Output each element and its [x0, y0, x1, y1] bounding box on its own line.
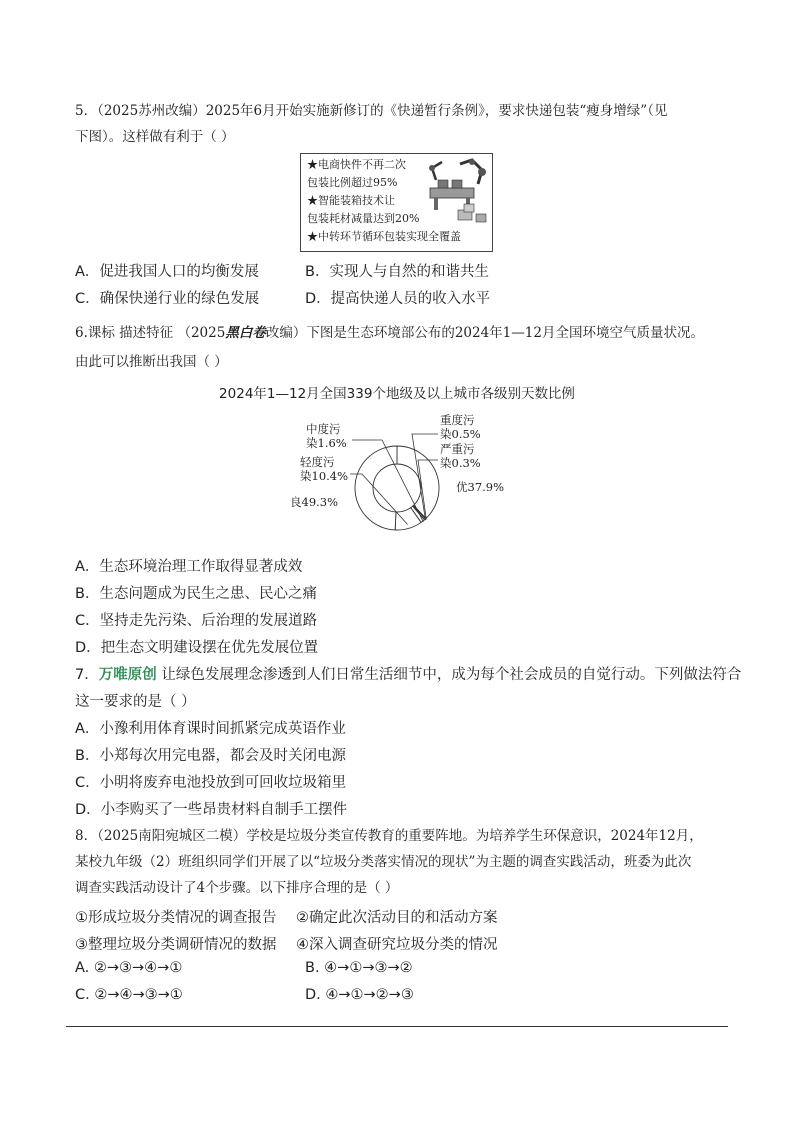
- q8-option-b[interactable]: B. ④→①→③→②: [305, 960, 413, 976]
- data-label-严重污染-0: 严重污: [440, 442, 475, 456]
- q7-option-c[interactable]: C．小明将废弃电池投放到可回收垃圾箱里: [75, 775, 347, 791]
- q6-brand: 黑白卷: [225, 325, 266, 341]
- image-text-2: 包装比例超过95%: [307, 176, 398, 189]
- data-label-轻度污染-0: 轻度污: [300, 455, 335, 469]
- image-text-3: ★智能装箱技术让: [307, 194, 395, 207]
- q7-option-b[interactable]: B．小郑每次用完电器，都会及时关闭电源: [75, 748, 346, 764]
- q7-stem-text: 让绿色发展理念渗透到人们日常生活细节中，成为每个社会成员的自觉行动。下列做法符合: [156, 667, 742, 683]
- q7-tag: 万唯原创: [98, 667, 157, 683]
- q5-stem-line2: 下图）。这样做有利于（ ）: [75, 129, 235, 145]
- image-text-1: ★电商快件不再二次: [307, 158, 406, 171]
- q5-option-c[interactable]: C．确保快递行业的绿色发展: [75, 291, 260, 307]
- data-label-中度污染-1: 染1.6%: [306, 436, 347, 450]
- q7-option-a[interactable]: A．小豫利用体育课时间抓紧完成英语作业: [75, 721, 346, 737]
- q6-stem-rest: 改编）下图是生态环境部公布的2024年1—12月全国环境空气质量状况。: [265, 325, 704, 341]
- q5-option-b[interactable]: B．实现人与自然的和谐共生: [305, 264, 489, 280]
- data-label-优-0: 优37.9%: [456, 480, 505, 494]
- q7-option-d[interactable]: D．小李购买了一些昂贵材料自制手工摆件: [75, 802, 348, 818]
- footer-rule: [66, 1026, 728, 1027]
- q6-stem-line1: [75, 324, 704, 342]
- q8-step-1: ①形成垃圾分类情况的调查报告: [75, 910, 277, 926]
- q8-option-d[interactable]: D. ④→①→②→③: [305, 987, 414, 1003]
- q5-option-a[interactable]: A．促进我国人口的均衡发展: [75, 264, 259, 280]
- air-quality-donut-chart: [0, 408, 794, 548]
- data-label-良-0: 良49.3%: [290, 495, 339, 509]
- image-text-4: 包装耗材减量达到20%: [307, 212, 420, 225]
- express-packaging-image: [300, 153, 493, 252]
- q8-stem-line2: 某校九年级（2）班组织同学们开展了以“垃圾分类落实情况的现状”为主题的调查实践活动，班委为此次: [75, 854, 692, 870]
- data-label-重度污染-1: 染0.5%: [440, 427, 481, 441]
- q8-step-2: ②确定此次活动目的和活动方案: [296, 910, 498, 926]
- q6-stem-line2: 由此可以推断出我国（ ）: [75, 354, 228, 370]
- q5-option-d[interactable]: D．提高快递人员的收入水平: [305, 291, 491, 307]
- chart-title: 2024年1—12月全国339个地级及以上城市各级别天数比例: [219, 386, 575, 402]
- q6-option-c[interactable]: C．坚持走先污染、后治理的发展道路: [75, 613, 318, 629]
- data-label-轻度污染-1: 染10.4%: [300, 469, 349, 483]
- packaging-robot-illustration: [420, 158, 490, 230]
- q6-option-d[interactable]: D．把生态文明建设摆在优先发展位置: [75, 640, 319, 656]
- q6-option-a[interactable]: A．生态环境治理工作取得显著成效: [75, 559, 303, 575]
- q5-stem-line1: 5．（2025苏州改编）2025年6月开始实施新修订的《快递暂行条例》，要求快递包装“瘦身增绿”（见: [75, 103, 668, 119]
- q8-step-3: ③整理垃圾分类调研情况的数据: [75, 937, 277, 953]
- q8-stem-line3: 调查实践活动设计了4个步骤。以下排序合理的是（ ）: [75, 880, 399, 896]
- q8-option-a[interactable]: A. ②→③→④→①: [75, 960, 183, 976]
- q8-step-4: ④深入调查研究垃圾分类的情况: [296, 937, 498, 953]
- data-label-中度污染-0: 中度污: [306, 422, 341, 436]
- data-label-严重污染-1: 染0.3%: [440, 456, 481, 470]
- q8-stem-line1: 8．（2025南阳宛城区二模）学校是垃圾分类宣传教育的重要阵地。为培养学生环保意识，2024年12月，: [75, 828, 703, 844]
- q7-stem-line2: 这一要求的是（ ）: [75, 694, 196, 710]
- q7-stem-line1: 7．万唯原创 让绿色发展理念渗透到人们日常生活细节中，成为每个社会成员的自觉行动。下列做法符合: [75, 667, 742, 683]
- q6-option-b[interactable]: B．生态问题成为民生之患、民心之痛: [75, 586, 317, 602]
- image-text-5: ★中转环节循环包装实现全覆盖: [307, 230, 461, 243]
- slice-良: [355, 446, 397, 530]
- q8-option-c[interactable]: C. ②→④→③→①: [75, 987, 183, 1003]
- data-label-重度污染-0: 重度污: [440, 413, 475, 427]
- q6-prefix: 6.课标 描述特征 （2025: [75, 325, 226, 341]
